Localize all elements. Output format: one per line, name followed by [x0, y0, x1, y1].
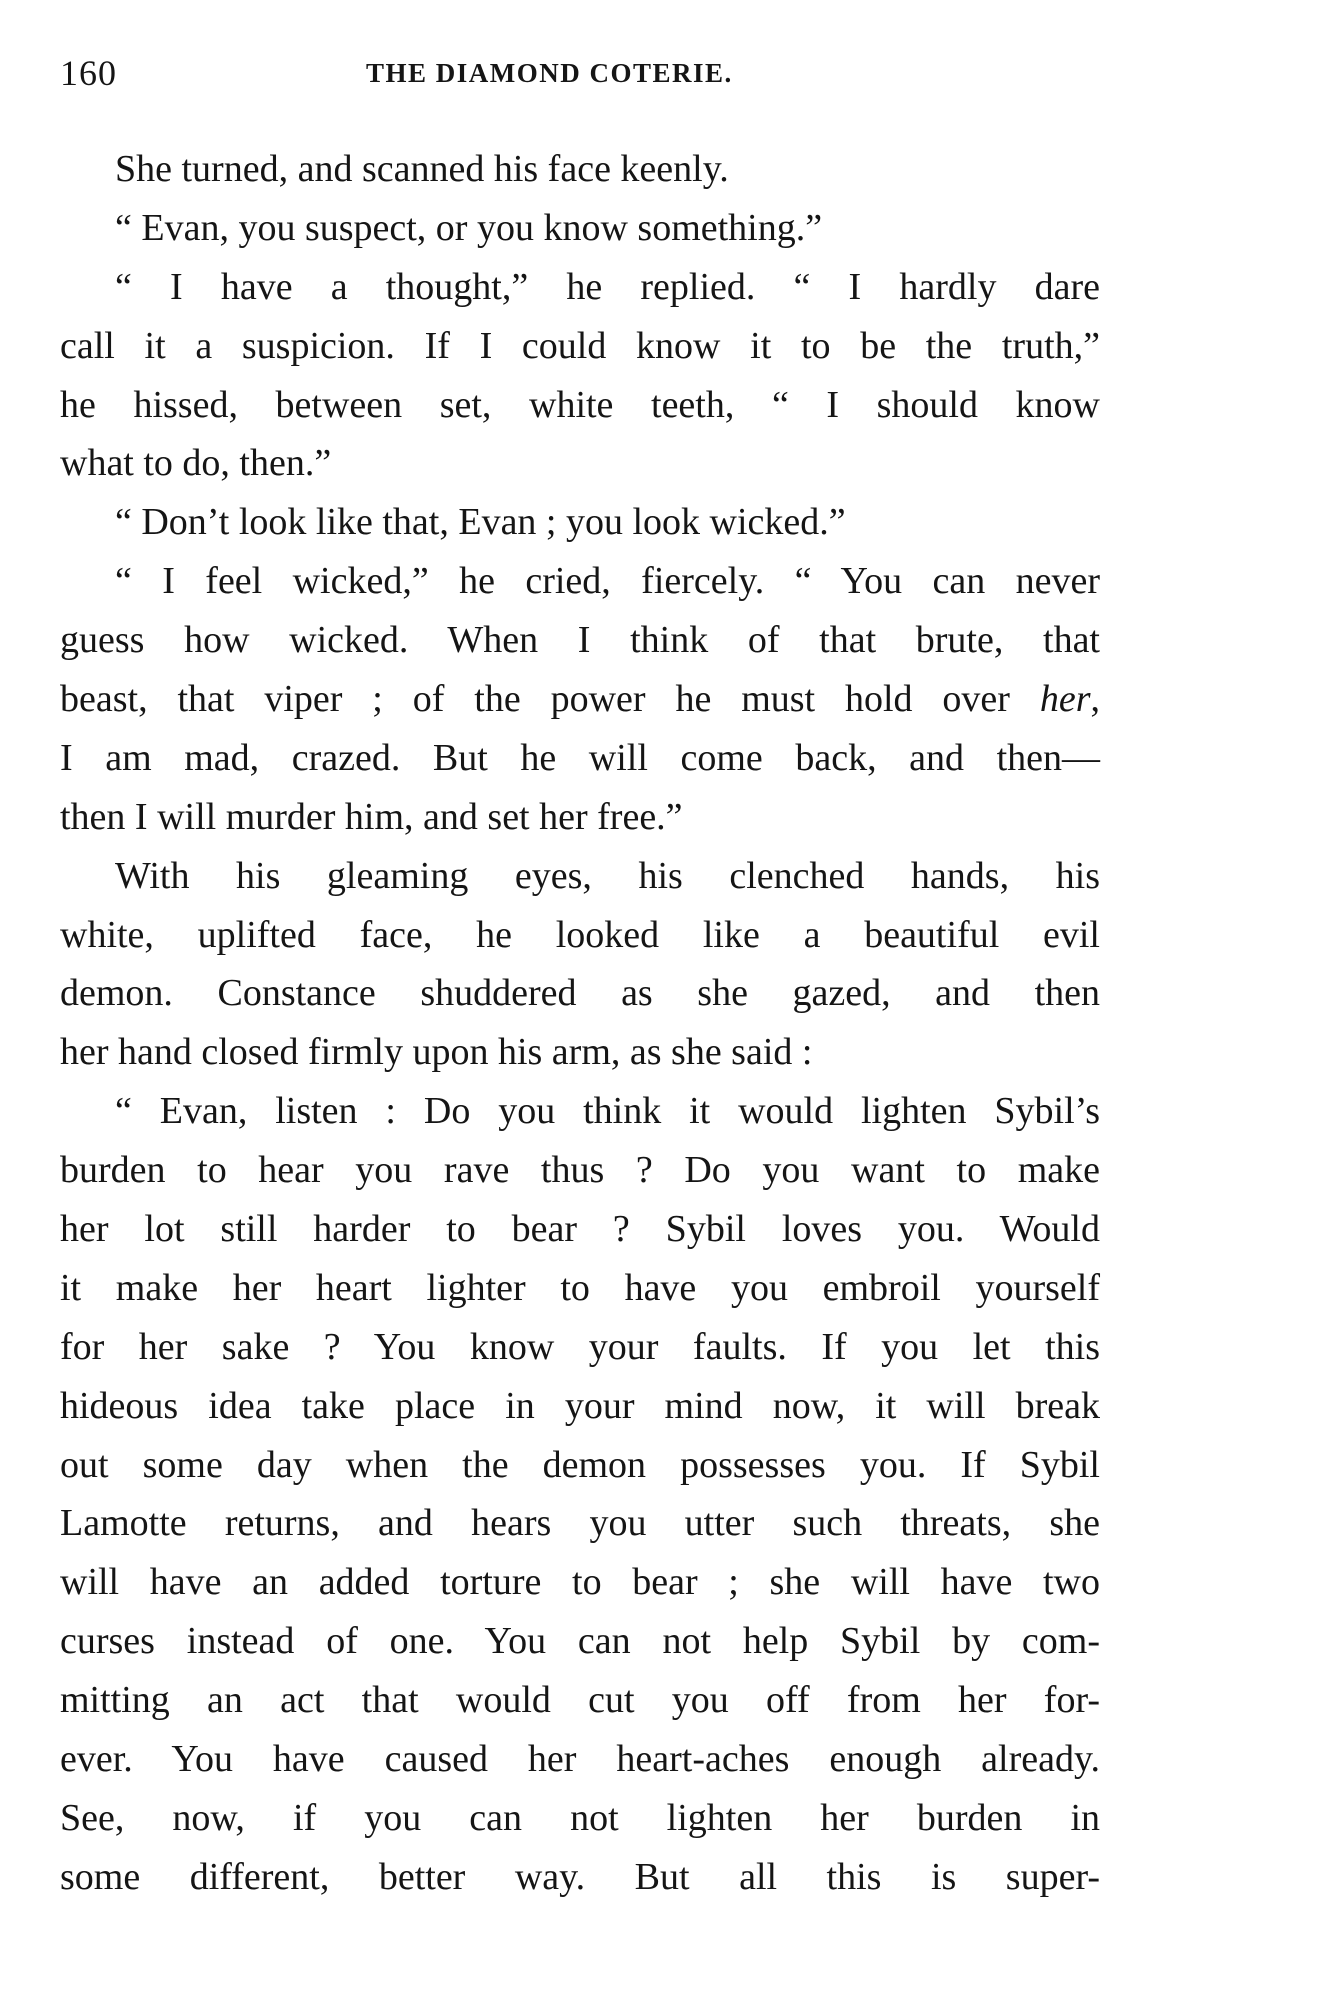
text-line: With his gleaming eyes, his clenched hands, his [115, 854, 1100, 897]
text-line: I am mad, crazed. But he will come back, and then— [60, 736, 1100, 779]
text-line: guess how wicked. When I think of that brute, that [60, 619, 1100, 662]
text-line: her lot still harder to bear ? Sybil loves you. Would [60, 1208, 1100, 1251]
text-line: hideous idea take place in your mind now, it will break [60, 1384, 1100, 1427]
text-line: “ I have a thought,” he replied. “ I hardly dare [115, 265, 1100, 308]
text-line: will have an added torture to bear ; she will have two [60, 1561, 1100, 1604]
page-header [60, 52, 1100, 100]
text-line: burden to hear you rave thus ? Do you want to make [60, 1149, 1100, 1192]
text-line: mitting an act that would cut you off from her for- [60, 1679, 1100, 1722]
text-line: She turned, and scanned his face keenly. [115, 148, 729, 190]
text-line: “ Evan, you suspect, or you know something.” [115, 206, 823, 249]
text-line: her hand closed firmly upon his arm, as she said : [60, 1031, 813, 1074]
emphasized-word: her [1039, 678, 1091, 721]
text-line: some different, better way. But all this is super- [60, 1855, 1100, 1898]
text-line: for her sake ? You know your faults. If you let this [60, 1325, 1100, 1368]
text-line: out some day when the demon possesses you. If Sybil [60, 1443, 1100, 1486]
text-line: then I will murder him, and set her free.” [60, 795, 683, 838]
text-line: beast, that viper ; of the power he must hold over her, [60, 678, 1100, 721]
text-line: it make her heart lighter to have you embroil yourself [60, 1266, 1100, 1309]
text-line: See, now, if you can not lighten her burden in [60, 1796, 1100, 1839]
running-title: THE DIAMOND COTERIE. [366, 58, 733, 88]
text-line: curses instead of one. You can not help Sybil by com- [60, 1620, 1100, 1663]
text-line: he hissed, between set, white teeth, “ I should know [60, 383, 1100, 426]
text-line: ever. You have caused her heart-aches enough already. [60, 1738, 1100, 1781]
text-line: Lamotte returns, and hears you utter such threats, she [60, 1502, 1100, 1545]
page-number: 160 [60, 53, 117, 93]
text-line: “ Don’t look like that, Evan ; you look wicked.” [115, 501, 846, 544]
text-line: “ Evan, listen : Do you think it would lighten Sybil’s [115, 1090, 1100, 1133]
text-line: white, uplifted face, he looked like a beautiful evil [60, 913, 1100, 956]
text-line: “ I feel wicked,” he cried, fiercely. “ You can never [115, 560, 1100, 603]
text-line: what to do, then.” [60, 442, 332, 485]
text-line: demon. Constance shuddered as she gazed, and then [60, 972, 1100, 1015]
text-line: call it a suspicion. If I could know it to be the truth,” [60, 324, 1100, 367]
body-text [60, 140, 1100, 1907]
